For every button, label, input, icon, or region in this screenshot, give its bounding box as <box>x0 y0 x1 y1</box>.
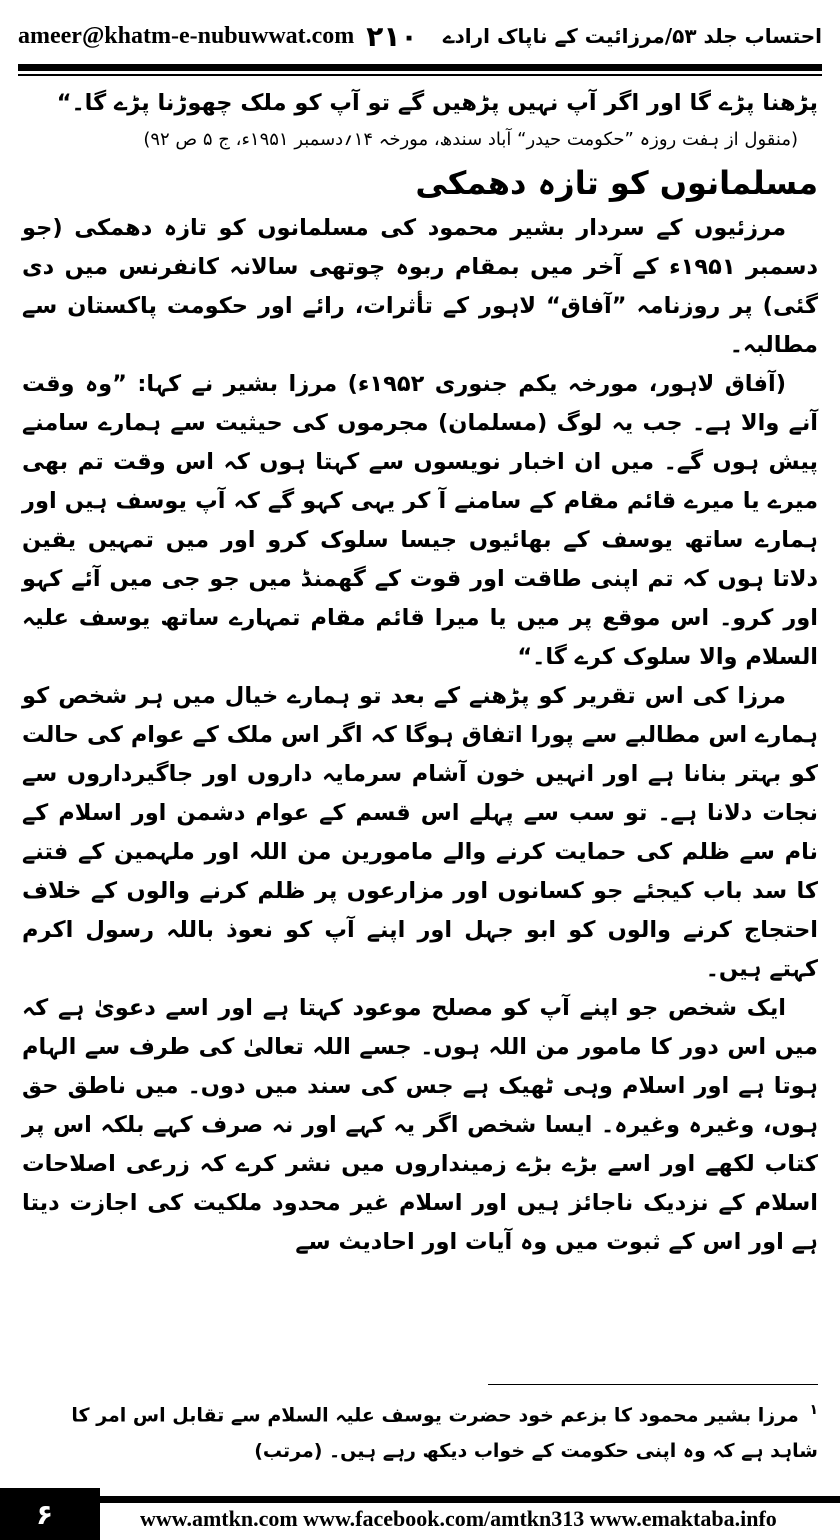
footnote-marker: ۱ <box>809 1402 818 1418</box>
footer-rule <box>100 1496 840 1503</box>
footnote <box>22 1392 818 1469</box>
footnote-divider <box>488 1384 818 1385</box>
header-page-number: ۲۱۰ <box>366 19 418 53</box>
page-header <box>18 14 822 58</box>
paragraph-argument: ایک شخص جو اپنے آپ کو مصلح موعود کہتا ہے اور اسے دعویٰ ہے کہ میں اس دور کا مامور من اللہ ہوں۔ جسے اللہ تعالیٰ کی طرف سے الہام ہوتا ہے اور اسلام وہی ٹھیک ہے جس کی سند میں دوں۔ میں ناطق حق ہوں، وغیرہ وغیرہ۔ ایسا شخص اگر یہ کہے اور نہ صرف کہے بلکہ اس پر کتاب لکھے اور اسے بڑے بڑے زمینداروں میں نشر کرے کہ زرعی اصلاحات اسلام کے نزدیک ناجائز ہیں اور اسلام غیر محدود ملکیت کی اجازت دیتا ہے اور اس کے ثبوت میں وہ آیات اور احادیث سے <box>22 995 818 1255</box>
paragraph-commentary: مرزا کی اس تقریر کو پڑھنے کے بعد تو ہمارے خیال میں ہر شخص کو ہمارے اس مطالبے سے پورا اتفاق ہوگا کہ اگر اس ملک کے عوام کی حالت کو بہتر بنانا ہے اور انہیں خون آشام سرمایہ داروں اور جاگیرداروں سے نجات دلانا ہے۔ تو سب سے پہلے اس قسم کے عوام دشمن اور اسلام کے نام سے ظلم کی حمایت کرنے والے مامورین من اللہ اور ملہمین کے فتنے کا سد باب کیجئے جو کسانوں اور مزارعوں پر ظلم کرنے والوں کے خلاف احتجاج کرنے والوں کو ابو جہل اور اپنے آپ کو نعوذ باللہ رسول اکرم کہتے ہیں۔ <box>22 683 818 982</box>
header-email: ameer@khatm-e-nubuwwat.com <box>18 22 355 49</box>
header-left-group <box>18 20 418 53</box>
paragraph-quote: (آفاق لاہور، مورخہ یکم جنوری ۱۹۵۲ء) مرزا بشیر نے کہا: ”وہ وقت آنے والا ہے۔ جب یہ لوگ (مسلمان) مجرموں کی حیثیت سے ہمارے سامنے پیش ہوں گے۔ میں ان اخبار نویسوں سے کہتا ہوں کہ اس وقت تم بھی میرے یا میرے قائم مقام کے سامنے آ کر یہی کہو گے کہ آپ یوسف ہیں اور ہمارے ساتھ یوسف کے بھائیوں جیسا سلوک کرو اور میں تمہیں یقین دلاتا ہوں کہ تم اپنی طاقت اور قوت کے گھمنڈ میں جو جی میں آئے کہو اور کرو۔ اس موقع پر میں یا میرا قائم مقام تمہارے ساتھ یوسف علیہ السلام والا سلوک کرے گا۔“ <box>22 371 818 670</box>
page-footer <box>0 1488 840 1540</box>
citation: (منقول از ہفت روزہ ”حکومت حیدر“ آباد سندھ، مورخہ ۱۴؍دسمبر ۱۹۵۱ء، ج ۵ ص ۹۲) <box>143 129 798 150</box>
footer-page-badge: ۶ <box>0 1488 100 1540</box>
header-title: احتساب جلد ۵۳/مرزائیت کے ناپاک ارادے <box>442 24 822 48</box>
section-heading: مسلمانوں کو تازہ دھمکی <box>415 164 818 202</box>
header-rule-thick <box>18 64 822 71</box>
footnote-text: مرزا بشیر محمود کا بزعم خود حضرت یوسف علیہ السلام سے تقابل اس امر کا شاہد ہے کہ وہ اپنی حکومت کے خواب دیکھ رہے ہیں۔ (مرتب) <box>71 1404 818 1463</box>
paragraph-intro: مرزئیوں کے سردار بشیر محمود کی مسلمانوں کو تازہ دھمکی (جو دسمبر ۱۹۵۱ء کے آخر میں بمقام ربوہ چوتھی سالانہ کانفرنس میں دی گئی) پر روزنامہ ”آفاق“ لاہور کے تأثرات، رائے اور حکومت پاکستان سے مطالبہ۔ <box>22 215 818 358</box>
body-text <box>22 84 818 1262</box>
continuation-line: پڑھنا پڑے گا اور اگر آپ نہیں پڑھیں گے تو آپ کو ملک چھوڑنا پڑے گا۔“ <box>56 90 818 116</box>
footer-urls: www.amtkn.com www.facebook.com/amtkn313 www.emaktaba.info <box>140 1506 777 1531</box>
header-rule-thin <box>18 74 822 76</box>
